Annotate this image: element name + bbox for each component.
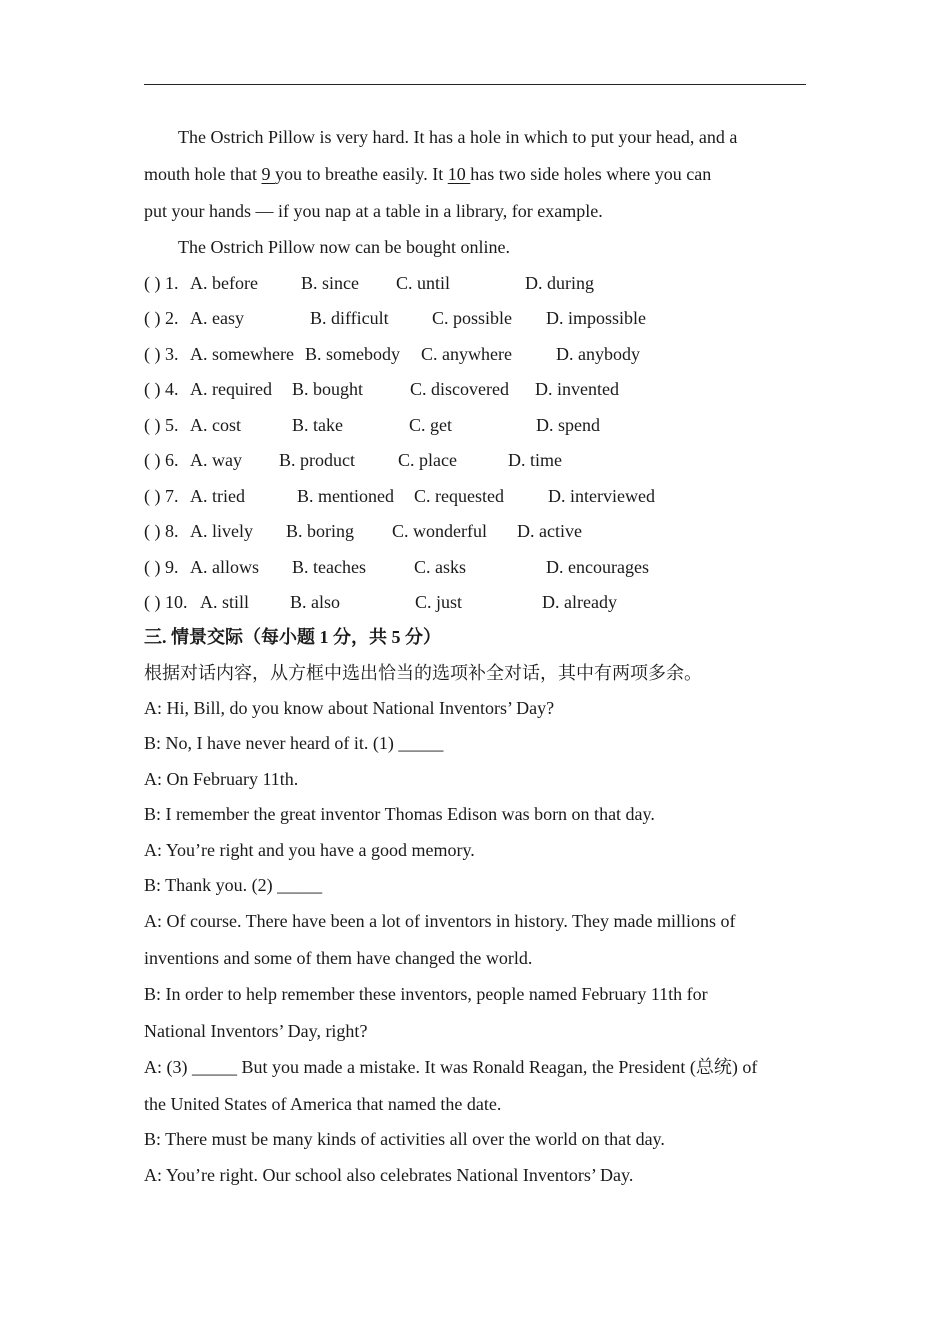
header-rule bbox=[144, 84, 806, 85]
passage-text: you to breathe easily. It bbox=[274, 164, 448, 184]
section-heading bbox=[144, 625, 441, 649]
option-b: B. somebody bbox=[305, 344, 401, 364]
section-instruction: 根据对话内容，从方框中选出恰当的选项补全对话，其中有两项多余。 bbox=[144, 663, 702, 683]
blank-10: 10 bbox=[447, 164, 471, 184]
question-row bbox=[144, 448, 806, 472]
option-c: C. possible bbox=[432, 308, 513, 328]
dialogue-line: National Inventors’ Day, right? bbox=[144, 1021, 368, 1041]
dialogue-line: B: No, I have never heard of it. (1) _____ bbox=[144, 733, 444, 753]
dialogue-line: B: There must be many kinds of activities all over the world on that day. bbox=[144, 1129, 665, 1149]
option-a: A. still bbox=[200, 592, 250, 612]
question-number: ( ) 10. bbox=[144, 592, 188, 612]
question-row bbox=[144, 555, 806, 579]
option-c: C. anywhere bbox=[421, 344, 512, 364]
heading-text: 分） bbox=[400, 627, 441, 647]
option-c: C. just bbox=[415, 592, 463, 612]
dialogue-line: the United States of America that named the date. bbox=[144, 1094, 502, 1114]
option-d: D. spend bbox=[536, 415, 600, 435]
option-d: D. impossible bbox=[546, 308, 647, 328]
option-c: C. discovered bbox=[410, 379, 509, 399]
heading-text: 分，共 bbox=[328, 627, 392, 647]
dialogue-line: inventions and some of them have changed the world. bbox=[144, 948, 533, 968]
option-c: C. until bbox=[396, 273, 451, 293]
question-number: ( ) 1. bbox=[144, 273, 179, 293]
option-b: B. mentioned bbox=[297, 486, 394, 506]
question-number: ( ) 9. bbox=[144, 557, 179, 577]
question-number: ( ) 8. bbox=[144, 521, 179, 541]
option-b: B. since bbox=[301, 273, 359, 293]
question-number: ( ) 7. bbox=[144, 486, 179, 506]
heading-number: 5 bbox=[391, 627, 401, 647]
question-row bbox=[144, 413, 806, 437]
question-number: ( ) 3. bbox=[144, 344, 179, 364]
option-c: C. wonderful bbox=[392, 521, 487, 541]
option-d: D. interviewed bbox=[548, 486, 655, 506]
option-a: A. cost bbox=[190, 415, 241, 435]
option-b: B. take bbox=[292, 415, 343, 435]
dialogue-line: A: Of course. There have been a lot of inventors in history. They made millions of bbox=[144, 911, 736, 931]
passage-line: The Ostrich Pillow is very hard. It has a hole in which to put your head, and a bbox=[178, 127, 738, 147]
option-d: D. invented bbox=[535, 379, 619, 399]
blank-9: 9 bbox=[261, 164, 275, 184]
dialogue-line: A: You’re right. Our school also celebrates National Inventors’ Day. bbox=[144, 1165, 634, 1185]
option-a: A. easy bbox=[190, 308, 244, 328]
heading-number: 1 bbox=[319, 627, 329, 647]
option-c: C. asks bbox=[414, 557, 467, 577]
dialogue-line: A: On February 11th. bbox=[144, 769, 299, 789]
dialogue-line: B: Thank you. (2) _____ bbox=[144, 875, 323, 895]
question-row bbox=[144, 306, 806, 330]
dialogue-line: A: Hi, Bill, do you know about National Inventors’ Day? bbox=[144, 698, 555, 718]
passage-line: The Ostrich Pillow now can be bought online. bbox=[178, 237, 510, 257]
option-a: A. required bbox=[190, 379, 272, 399]
option-d: D. during bbox=[525, 273, 594, 293]
question-row bbox=[144, 377, 806, 401]
passage-line: put your hands — if you nap at a table in a library, for example. bbox=[144, 201, 603, 221]
passage-line bbox=[144, 162, 711, 186]
question-row bbox=[144, 342, 806, 366]
option-d: D. active bbox=[517, 521, 582, 541]
option-b: B. bought bbox=[292, 379, 364, 399]
option-d: D. already bbox=[542, 592, 617, 612]
option-d: D. encourages bbox=[546, 557, 649, 577]
option-b: B. also bbox=[290, 592, 341, 612]
option-b: B. teaches bbox=[292, 557, 366, 577]
passage-text: has two side holes where you can bbox=[470, 164, 712, 184]
dialogue-line: A: (3) _____ But you made a mistake. It was Ronald Reagan, the President (总统) of bbox=[144, 1057, 758, 1077]
option-c: C. requested bbox=[414, 486, 504, 506]
heading-text: 三. 情景交际（每小题 bbox=[144, 627, 320, 647]
question-number: ( ) 4. bbox=[144, 379, 179, 399]
option-d: D. anybody bbox=[556, 344, 640, 364]
question-row bbox=[144, 590, 806, 614]
passage-text: mouth hole that bbox=[144, 164, 262, 184]
question-row bbox=[144, 519, 806, 543]
option-c: C. get bbox=[409, 415, 452, 435]
option-b: B. boring bbox=[286, 521, 355, 541]
option-a: A. lively bbox=[190, 521, 253, 541]
dialogue-line: A: You’re right and you have a good memory. bbox=[144, 840, 475, 860]
dialogue-line: B: In order to help remember these inventors, people named February 11th for bbox=[144, 984, 708, 1004]
question-row bbox=[144, 484, 806, 508]
question-row bbox=[144, 271, 806, 295]
dialogue-line: B: I remember the great inventor Thomas Edison was born on that day. bbox=[144, 804, 655, 824]
option-a: A. way bbox=[190, 450, 242, 470]
option-a: A. before bbox=[190, 273, 258, 293]
question-number: ( ) 2. bbox=[144, 308, 179, 328]
option-b: B. product bbox=[279, 450, 355, 470]
option-a: A. somewhere bbox=[190, 344, 294, 364]
option-c: C. place bbox=[398, 450, 457, 470]
option-a: A. tried bbox=[190, 486, 245, 506]
option-b: B. difficult bbox=[310, 308, 389, 328]
question-number: ( ) 5. bbox=[144, 415, 179, 435]
option-a: A. allows bbox=[190, 557, 259, 577]
question-number: ( ) 6. bbox=[144, 450, 179, 470]
option-d: D. time bbox=[508, 450, 562, 470]
